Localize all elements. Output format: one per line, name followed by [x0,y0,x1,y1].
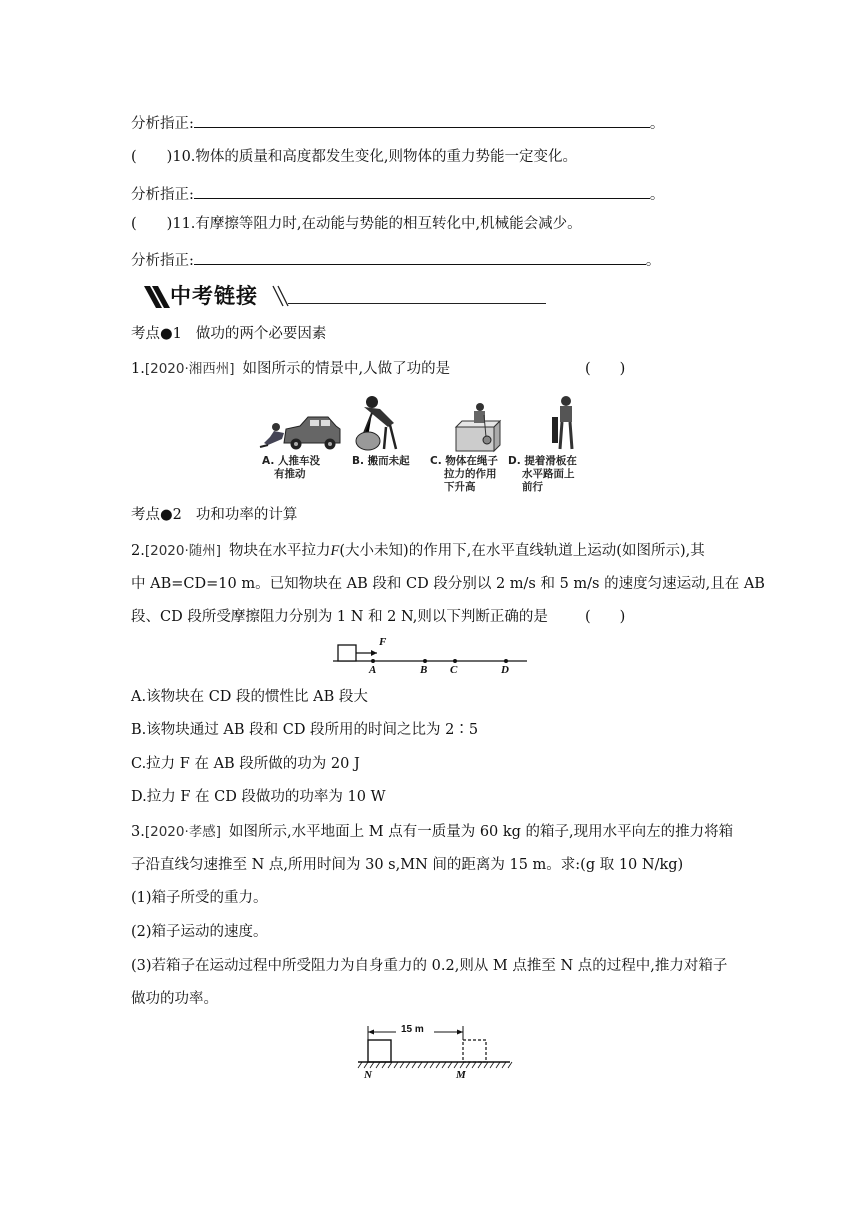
point-n-label: N [364,1069,372,1081]
answer-paren[interactable]: ( ) [585,609,626,625]
option-b[interactable]: B.该物块通过 AB 段和 CD 段所用的时间之比为 2∶5 [131,722,479,738]
analysis-line-9: 分析指正: 。 [131,112,664,134]
key-point-label: 考点●1 [131,326,182,342]
section-banner [142,280,562,314]
point-m-label: M [456,1069,466,1081]
caption-b: B. 搬而未起 [352,455,410,467]
question-stem: 如图所示的情景中,人做了功的是 [242,361,451,377]
option-d[interactable]: D.拉力 F 在 CD 段做功的功率为 10 W [131,789,386,805]
key-point-title: 功和功率的计算 [195,507,298,523]
answer-blank[interactable] [194,183,650,199]
question-3-part-3-cont: 做功的功率。 [131,991,218,1007]
analysis-label: 分析指正: [131,253,194,269]
key-point-label: 考点●2 [131,507,182,523]
caption-c: C. 物体在绳子 拉力的作用 下升高 [430,455,498,493]
key-point-2 [131,505,297,525]
option-a[interactable]: A.该物块在 CD 段的惯性比 AB 段大 [131,689,368,705]
review-item-10: ( )10.物体的质量和高度都发生变化,则物体的重力势能一定变化。 [131,149,578,165]
question-3-part-2: (2)箱子运动的速度。 [131,924,268,940]
scene-push-car-icon [260,417,340,450]
answer-blank[interactable] [194,112,650,128]
point-d-label: D [501,664,509,676]
scene-carry-board-icon [552,396,572,449]
banner-slash-icon [142,282,172,310]
caption-d: D. 提着滑板在 水平路面上 前行 [508,455,577,493]
question-3-part-1: (1)箱子所受的重力。 [131,890,268,906]
key-point-1 [131,324,326,344]
question-source: [2020·孝感] [144,824,222,840]
q3-box-figure [354,1022,514,1086]
analysis-label: 分析指正: [131,116,194,132]
review-item-text: 10.物体的质量和高度都发生变化,则物体的重力势能一定变化。 [172,149,578,165]
option-c[interactable]: C.拉力 F 在 AB 段所做的功为 20 J [131,756,360,772]
banner-thin-slash-icon [270,282,292,310]
review-item-11: ( )11.有摩擦等阻力时,在动能与势能的相互转化中,机械能会减少。 [131,216,582,232]
question-2-line-2: 中 AB=CD=10 m。已知物块在 AB 段和 CD 段分别以 2 m/s 和 5 m/s 的速度匀速运动,且在 AB [131,576,765,592]
question-1: 1.[2020·湘西州] 如图所示的情景中,人做了功的是 [131,361,451,377]
key-point-title: 做功的两个必要因素 [195,326,327,342]
q1-figure [256,393,606,497]
point-c-label: C [450,664,458,676]
question-3-line-1: 3.[2020·孝感] 如图所示,水平地面上 M 点有一质量为 60 kg 的箱子,现用水平向左的推力将箱 [131,824,734,840]
scene-rope-lift-icon [456,403,500,451]
question-3-line-2: 子沿直线匀速推至 N 点,所用时间为 30 s,MN 间的距离为 15 m。求:(g 取 10 N/kg) [131,857,684,873]
scene-lift-fail-icon [356,396,396,450]
question-2-line-1: 2.[2020·随州] 物块在水平拉力F(大小未知)的作用下,在水平直线轨道上运动(如图所示),其 [131,543,705,559]
q1-scenes-illustration [256,393,606,453]
question-source: [2020·湘西州] [144,361,235,377]
analysis-line-11: 分析指正: 。 [131,249,660,271]
answer-paren[interactable]: ( ) [585,361,626,377]
analysis-label: 分析指正: [131,187,194,203]
question-source: [2020·随州] [144,543,222,559]
question-3-part-3: (3)若箱子在运动过程中所受阻力为自身重力的 0.2,则从 M 点推至 N 点的过程中,推力对箱子 [131,958,728,974]
answer-blank[interactable] [194,249,646,265]
banner-rule [288,303,546,304]
q2-track-figure [333,634,533,680]
force-label: F [379,636,387,648]
distance-label: 15 m [401,1024,424,1035]
point-b-label: B [420,664,428,676]
analysis-line-10: 分析指正: 。 [131,183,664,205]
caption-a: A. 人推车没 有推动 [262,455,320,480]
box-push-diagram [354,1022,514,1086]
review-item-text: 11.有摩擦等阻力时,在动能与势能的相互转化中,机械能会减少。 [172,216,582,232]
section-title: 中考链接 [170,284,258,308]
point-a-label: A [369,664,377,676]
question-2-line-3: 段、CD 段所受摩擦阻力分别为 1 N 和 2 N,则以下判断正确的是 [131,609,548,625]
